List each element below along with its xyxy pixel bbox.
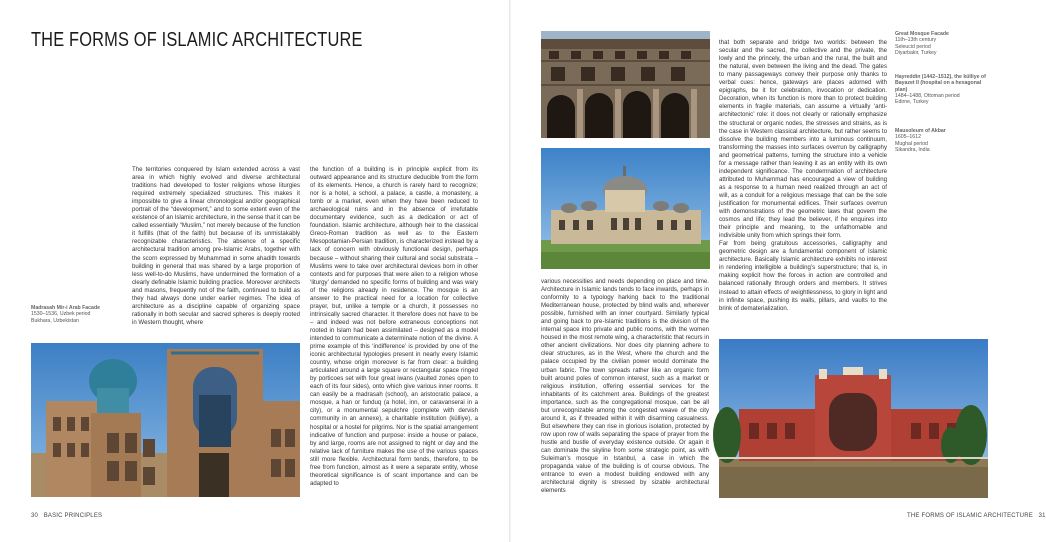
- caption-body: 1530–1536, Uzbek period Bukhara, Uzbekistan: [31, 311, 91, 324]
- body-paragraph: that both separate and bridge two worlds: between the secular and the sacred, the collective and the private, the lowly and the princely, the urban and the rural, the built and the natural, even between the living and the dead. The gates to many passageways convey their purpose only thanks to verbal cues: hence, gateways are places adorned with epigraphs, be it for celebration, invocation or dedication. Decoration, when its function is more than to protect building elements in fragile materials, can assume a virtually ‘anti-architectonic’ role: it does not clearly or rationally emphasize the structural or organic nodes, the stresses and strains, as is the case in Western classical architecture, but rather seems to dissolve the building members into a luminous continuum, transforming the masses into surfaces overrun by calligraphy and geometrical patterns, turning the structure into a vehicle for a message rather than leaving it as an entity with its own independent significance. The condemnation of architecture attributed to Muhammad has encouraged a view of building as a response to a human need realized through an act of will, as a conduit for a religious message that can be the sole justification for monumental edifices. Their surfaces overrun with demonstrations of the geometric laws that govern the cosmos and life; they lead the believer, if he enquires into their principle and meaning, to the unfathomable and indivisible unity from which springs their form. Far from being gratuitous accessories, calligraphy and geometric design are a fundamental component of Islamic architecture. Basically Islamic architecture exhibits no interest in rendering intelligible a building’s superstructure; that is, in making explicit how the forces in action are controlled and balanced rationally through orders and members. It strives instead to attain effects of weightlessness, to glory in light and in infinite space, pushing its walls, pillars, and vaults to the brink of dematerialization.: [719, 39, 887, 312]
- photo-great-mosque: [541, 31, 710, 138]
- running-head: BASIC PRINCIPLES: [43, 513, 103, 519]
- caption-madrasah: [31, 305, 121, 324]
- folio-right: [907, 513, 1046, 519]
- photo-kulliye-bayazet: [541, 148, 710, 269]
- running-head: THE FORMS OF ISLAMIC ARCHITECTURE: [907, 513, 1033, 519]
- caption-kulliye: [895, 74, 990, 105]
- body-paragraph: the function of a building is in principle explicit from its outward appearance and its structure deducible from the form of its elements. Hence, a church is rarely hard to recognize; nor is a hotel, a school, a palace, a castle, a monastery, a tomb or a market, even when they have been reduced to archaeological ruins and in the absence of irrefutable documentary evidence, such as a dedication or act of foundation. Islamic architecture, although heir to the classical Greco-Roman tradition as well as to the Eastern Mesopotamian-Persian tradition, is characterized instead by a lack of concern with obviously functional design, perhaps because – without sharing their cultural and social substrata – Muslims were to take over architectural devices born in other contexts and for purposes that were alien to a religion whose ‘liturgy’ demanded no specific forms of building and was wary of the religions already in residence. The mosque is an answer to the practical need for a location for collective prayer, but, unlike a temple or a church, it possesses no intrinsically sacred character. It therefore does not have to be – and indeed was not before extraneous conceptions not rooted in Islam had been assimilated – designed as a model intended to communicate a determinate notion of the divine. A prime example of this ‘indifference’ is provided by one of the iconic architectural typologies present in nearly every Islamic country, whose origin moreover is far from clear: a building articulated around a large square or rectangular space ringed by porticoes set with four great iwans (vaulted zones open to each of its four sides), onto which give various inner rooms. It can easily be a madrasah (school), an aristocratic palace, a mosque, a han or funduq (a hotel, inn, or caravanserai in a city), or a monumental sepulchre (complete with dervish community in an annexe), a charitable institution (külliye), a hospital or a hostel for pilgrims. Nor is the spatial arrangement indicative of function and purpose: inside a house or palace, by and large, rooms are not assigned to night or day and the relative lack of furniture makes the use of the various spaces still more flexible. Architectural form tends, therefore, to be free from function, almost as it were a separate entity, whose theoretical significance is of scant importance and can be adapted to: [310, 166, 478, 487]
- caption-great-mosque: [895, 31, 990, 56]
- text-column-4: [719, 31, 887, 321]
- book-spine: [509, 0, 511, 542]
- text-column-2: [310, 166, 478, 488]
- photo-madrasah-mir-i-arab: [31, 343, 300, 497]
- caption-title: Great Mosque Facade: [895, 31, 949, 37]
- caption-body: 1484–1488, Ottoman period Edirne, Turkey: [895, 92, 960, 106]
- caption-title: Madrasah Mir-i Arab Facade: [31, 305, 100, 311]
- caption-body: 1605–1612 Mughal period Sikandra, India: [895, 134, 930, 153]
- caption-title: Mausoleum of Akbar: [895, 128, 946, 134]
- caption-akbar: [895, 128, 990, 153]
- caption-title: Hayreddin (1442–1512), the külliye of Bayazet II (hospital on a hexagonal plan): [895, 74, 986, 93]
- caption-body: 11th–13th century Seleucid period Diyarbakir, Turkey: [895, 37, 937, 56]
- text-column-1: [132, 166, 300, 327]
- folio-left: [31, 513, 102, 519]
- body-paragraph: various necessities and needs depending on place and time. Architecture in Islamic lands tends to face inwards, perhaps in conformity to a typology harking back to the traditional Mediterranean house, protected by blind walls and, wherever possible, furnished with an inner courtyard. Similarly typical and going back to pre-Islamic traditions is the division of the internal space into private and public rooms, with the women housed in the most remote wing, a characteristic that recurs in other ancient civilizations. Nor does city planning adhere to clear structures, as in the West, where the church and the palace occupied by the civilian power would dominate the urban fabric. The town spreads rather like an organic form built around poles of common interest, such as a market or religious institution, offering essential services for the inhabitants of its catchment area. Buildings of the greatest importance, such as the congregational mosque, can be all but unrecognizable among the congested weave of the city around it, as if threaded within it with disarming casualness. But elsewhere they can rise in glorious isolation, protected by row upon row of walls separating the space of prayer from the hustle and bustle of everyday existence outside. Or again it can dominate the skyline from some strategic point, as with Suleiman’s mosque in Istanbul, a case in which the propaganda value of the building is of course obvious. The entrance to even a modest building endowed with any architectural dignity is stressed by sizable architectural elements: [541, 278, 709, 495]
- page-number: 31: [1038, 513, 1046, 519]
- photo-mausoleum-akbar: [719, 339, 988, 498]
- page-title: THE FORMS OF ISLAMIC ARCHITECTURE: [31, 29, 363, 51]
- text-column-3: [541, 278, 709, 495]
- body-paragraph: The territories conquered by Islam extended across a vast area in which highly evolved and diverse architectural traditions had developed to foster religions whose liturgies required extremely specialized structures. This makes it impossible to give a linear chronological and/or geographical portrait of the “development,” and to some extent even of the existence of an Islamic architecture, in the sense that it can be called essentially “Muslim,” not merely because of the function it fulfills (that of the faith) but because of its unmistakably recognizable characteristics. The absence of a specific architectural tradition among pre-Islamic Arabs, together with the scorn expressed by Muhammad in some ahadith towards building in general that was shared by a large proportion of less well-to-do Muslims, have undermined the formation of a clearly definable Islamic building practice. Moreover architects and masons, frequently not of the faith, continued to build as they had always done under earlier regimes. The idea of architecture as a discipline capable of organizing space rationally in both secular and sacred spheres is deeply rooted in Western thought, where: [132, 166, 301, 326]
- page-number: 30: [31, 513, 39, 519]
